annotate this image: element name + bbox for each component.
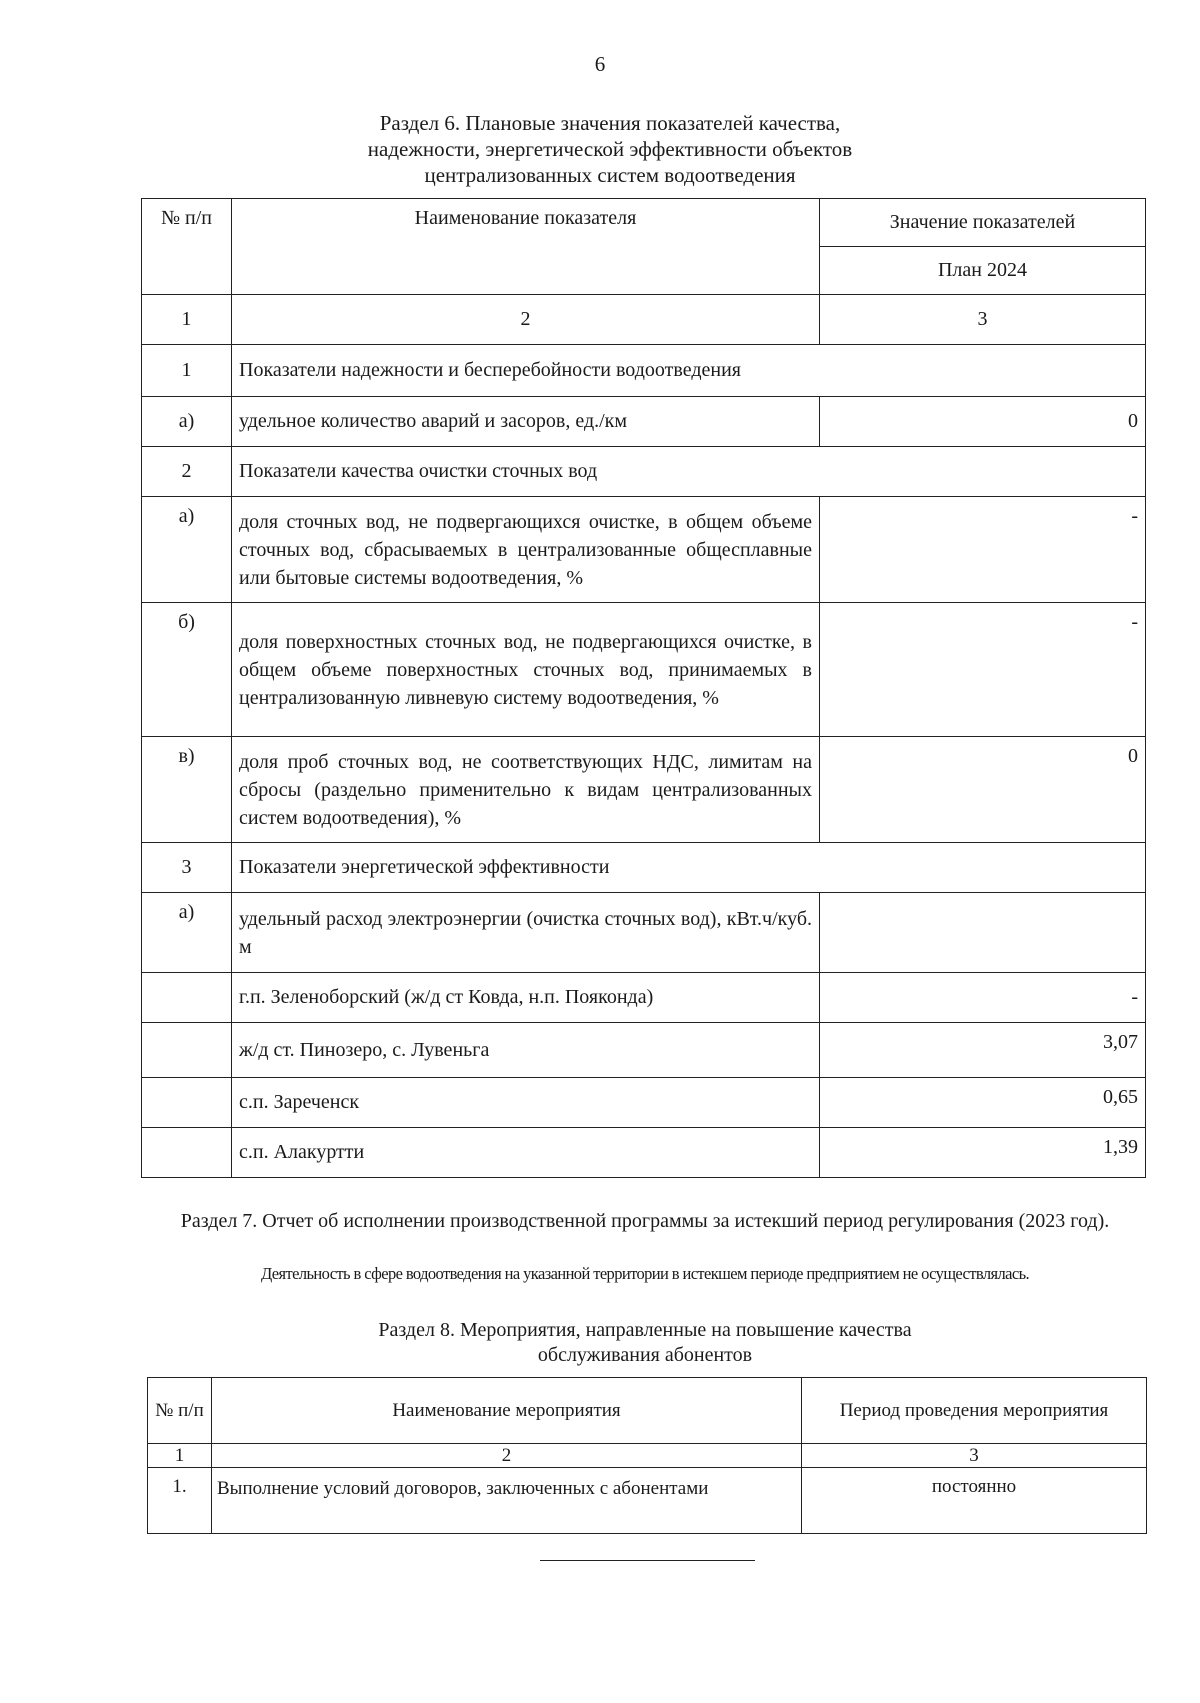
row-num bbox=[142, 1023, 232, 1078]
table-row bbox=[142, 1078, 1146, 1128]
header-name: Наименование показателя bbox=[232, 199, 820, 295]
section8-title-line: Раздел 8. Мероприятия, направленные на повышение качества bbox=[378, 1319, 912, 1341]
row-name: г.п. Зеленоборский (ж/д ст Ковда, н.п. Пояконда) bbox=[232, 973, 820, 1023]
row-value: - bbox=[820, 497, 1146, 603]
row-value: - bbox=[820, 973, 1146, 1023]
table-row bbox=[142, 1023, 1146, 1078]
row-name: Выполнение условий договоров, заключенных с абонентами bbox=[212, 1468, 802, 1534]
table-row bbox=[142, 497, 1146, 603]
row-num: в) bbox=[142, 737, 232, 843]
table-row bbox=[142, 973, 1146, 1023]
section8-title-line: обслуживания абонентов bbox=[537, 1344, 753, 1366]
row-num: 2 bbox=[142, 447, 232, 497]
row-name: Показатели энергетической эффективности bbox=[232, 843, 1146, 893]
measures-table bbox=[147, 1377, 1147, 1534]
row-value: 0 bbox=[820, 397, 1146, 447]
header-name: Наименование мероприятия bbox=[212, 1378, 802, 1444]
row-name: ж/д ст. Пинозеро, с. Лувеньга bbox=[232, 1023, 820, 1078]
col-number: 3 bbox=[802, 1444, 1147, 1468]
row-name: доля поверхностных сточных вод, не подвергающихся очистке, в общем объеме поверхностных сточных вод, принимаемых в централизованную ливневую систему водоотведения, % bbox=[232, 603, 820, 737]
row-num: 3 bbox=[142, 843, 232, 893]
row-num: 1. bbox=[148, 1468, 212, 1534]
end-rule bbox=[540, 1560, 755, 1561]
row-value: 3,07 bbox=[820, 1023, 1146, 1078]
row-name: доля сточных вод, не подвергающихся очистке, в общем объеме сточных вод, сбрасываемых в централизованные общесплавные или бытовые системы водоотведения, % bbox=[232, 497, 820, 603]
row-value: 1,39 bbox=[820, 1128, 1146, 1178]
table-row bbox=[142, 1128, 1146, 1178]
col-number: 2 bbox=[232, 295, 820, 345]
row-name: удельный расход электроэнергии (очистка сточных вод), кВт.ч/куб. м bbox=[232, 893, 820, 973]
section6-title-line: Раздел 6. Плановые значения показателей качества, bbox=[379, 111, 841, 135]
header-period: Период проведения мероприятия bbox=[802, 1378, 1147, 1444]
row-name: удельное количество аварий и засоров, ед./км bbox=[232, 397, 820, 447]
table-row bbox=[142, 603, 1146, 737]
section8-title bbox=[300, 1318, 990, 1368]
table-row bbox=[142, 345, 1146, 397]
header-num: № п/п bbox=[148, 1378, 212, 1444]
page-number: 6 bbox=[594, 52, 606, 76]
row-num: 1 bbox=[142, 345, 232, 397]
section7-note: Деятельность в сфере водоотведения на указанной территории в истекшем периоде предприятием не осуществлялась. bbox=[260, 1264, 1030, 1283]
table-row bbox=[142, 737, 1146, 843]
header-num: № п/п bbox=[142, 199, 232, 295]
row-num: а) bbox=[142, 497, 232, 603]
header-value: Значение показателей bbox=[820, 199, 1146, 247]
indicators-table bbox=[141, 198, 1146, 1178]
row-num: б) bbox=[142, 603, 232, 737]
row-name: с.п. Алакуртти bbox=[232, 1128, 820, 1178]
row-num bbox=[142, 973, 232, 1023]
section6-title-line: централизованных систем водоотведения bbox=[424, 163, 796, 187]
col-number: 3 bbox=[820, 295, 1146, 345]
table-row bbox=[142, 843, 1146, 893]
row-name: доля проб сточных вод, не соответствующих НДС, лимитам на сбросы (раздельно применительно к видам централизованных систем водоотведения), % bbox=[232, 737, 820, 843]
col-number: 1 bbox=[142, 295, 232, 345]
row-name: Показатели качества очистки сточных вод bbox=[232, 447, 1146, 497]
row-num bbox=[142, 1128, 232, 1178]
section7-title: Раздел 7. Отчет об исполнении производственной программы за истекший период регулирования (2023 год). bbox=[180, 1210, 1110, 1232]
section6-title bbox=[260, 110, 960, 188]
row-name: Показатели надежности и бесперебойности водоотведения bbox=[232, 345, 1146, 397]
section6-title-line: надежности, энергетической эффективности объектов bbox=[367, 137, 853, 161]
header-plan: План 2024 bbox=[820, 247, 1146, 295]
col-number: 2 bbox=[212, 1444, 802, 1468]
table-row bbox=[148, 1468, 1147, 1534]
row-num: а) bbox=[142, 893, 232, 973]
row-value: 0 bbox=[820, 737, 1146, 843]
table-row bbox=[142, 447, 1146, 497]
col-number: 1 bbox=[148, 1444, 212, 1468]
row-value: - bbox=[820, 603, 1146, 737]
row-name: с.п. Зареченск bbox=[232, 1078, 820, 1128]
row-period: постоянно bbox=[802, 1468, 1147, 1534]
table-row bbox=[142, 397, 1146, 447]
row-value: 0,65 bbox=[820, 1078, 1146, 1128]
table-row bbox=[142, 893, 1146, 973]
row-value bbox=[820, 893, 1146, 973]
row-num bbox=[142, 1078, 232, 1128]
row-num: а) bbox=[142, 397, 232, 447]
